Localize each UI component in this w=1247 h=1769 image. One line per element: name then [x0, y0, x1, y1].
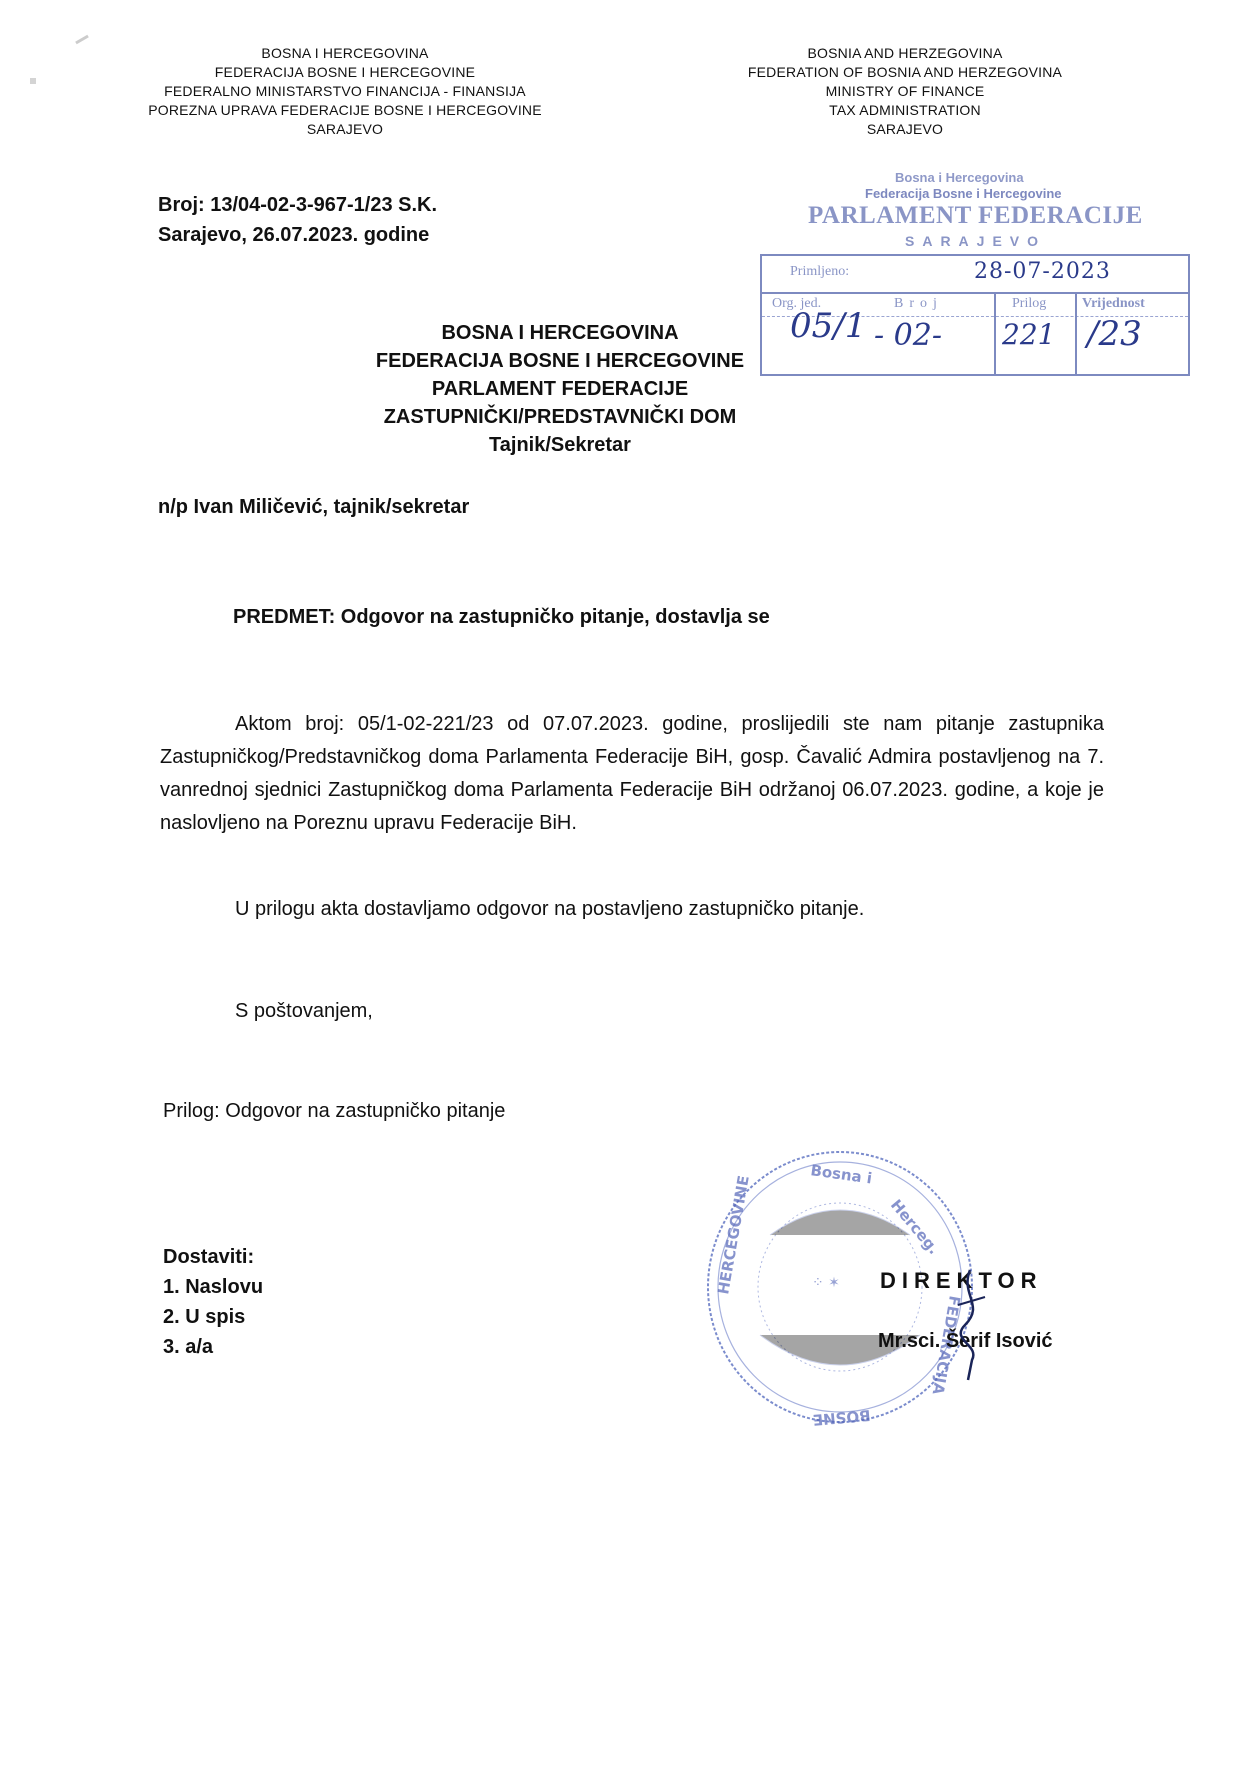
stamp-city: SARAJEVO	[905, 233, 1047, 249]
header-left-line: FEDERALNO MINISTARSTVO FINANCIJA - FINANSIJA	[164, 83, 526, 99]
signature-name: Mr.sci. Šerif Isović	[878, 1330, 1053, 1352]
stamp-table	[760, 254, 1190, 376]
stamp-received-date: 28-07-2023	[974, 259, 1111, 284]
svg-text:BOSNE: BOSNE	[812, 1406, 872, 1429]
subject-line: PREDMET: Odgovor na zastupničko pitanje, dostavlja se	[233, 606, 770, 628]
attention-line: n/p Ivan Miličević, tajnik/sekretar	[158, 496, 470, 518]
stamp-line-2: Federacija Bosne i Hercegovine	[865, 186, 1062, 201]
header-right-line: MINISTRY OF FINANCE	[825, 83, 985, 99]
svg-text:Bosna i: Bosna i	[809, 1161, 874, 1188]
body-paragraph-1: Aktom broj: 05/1-02-221/23 od 07.07.2023. godine, proslijedili ste nam pitanje zastupnika Zastupničkog/Predstavničkog doma Parlamenta Federacije BiH, gosp. Čavalić Admira postavljenog na 7. vanrednoj sjednici Zastupničkog doma Parlamenta Federacije BiH održanoj 06.07.2023. godine, a koje je naslovljeno na Poreznu upravu Federacije BiH.	[160, 713, 1104, 834]
stamp-received-label: Primljeno:	[790, 264, 850, 279]
stamp-col-prilog: Prilog	[1012, 296, 1047, 311]
header-right-line: BOSNIA AND HERZEGOVINA	[807, 45, 1003, 61]
stamp-col-org: Org. jed.	[772, 296, 822, 311]
recipient-line: PARLAMENT FEDERACIJE	[431, 378, 689, 400]
signature-role: DIREKTOR	[880, 1268, 1043, 1293]
stamp-handwritten-number: 221	[1002, 318, 1056, 351]
reference-number: Broj: 13/04-02-3-967-1/23 S.K.	[158, 194, 438, 216]
svg-text:Herceg.: Herceg.	[886, 1196, 943, 1258]
header-right	[680, 44, 1130, 139]
stamp-col-broj: Broj	[894, 296, 943, 311]
recipient-line: ZASTUPNIČKI/PREDSTAVNIČKI DOM	[383, 406, 737, 428]
recipient-line: BOSNA I HERCEGOVINA	[441, 322, 679, 344]
reference-date: Sarajevo, 26.07.2023. godine	[158, 224, 430, 246]
scan-mark	[75, 35, 89, 45]
svg-text:⁘ ✶: ⁘ ✶	[812, 1275, 840, 1291]
recipient-line: FEDERACIJA BOSNE I HERCEGOVINE	[375, 350, 745, 372]
stamp-title: PARLAMENT FEDERACIJE	[808, 202, 1143, 229]
header-left	[110, 44, 580, 139]
recipient-block	[310, 319, 810, 459]
svg-text:FEDERACIJA: FEDERACIJA	[928, 1294, 964, 1397]
header-left-line: FEDERACIJA BOSNE I HERCEGOVINE	[214, 64, 476, 80]
attachment-line: Prilog: Odgovor na zastupničko pitanje	[163, 1100, 506, 1122]
distribution-item: 1. Naslovu	[163, 1276, 264, 1298]
header-left-line: SARAJEVO	[306, 121, 384, 137]
closing: S poštovanjem,	[235, 1000, 373, 1022]
header-left-line: POREZNA UPRAVA FEDERACIJE BOSNE I HERCEGOVINE	[148, 102, 542, 118]
stamp-handwritten-year: /23	[1087, 314, 1142, 354]
distribution-title: Dostaviti:	[163, 1246, 255, 1268]
header-right-line: SARAJEVO	[866, 121, 944, 137]
handwritten-signature	[930, 1265, 1010, 1385]
scan-mark	[30, 78, 36, 84]
body-paragraph-2: U prilogu akta dostavljamo odgovor na postavljeno zastupničko pitanje.	[235, 898, 865, 920]
distribution-block	[163, 1242, 263, 1362]
stamp-line-1: Bosna i Hercegovina	[895, 170, 1024, 185]
stamp-handwritten-dash: - 02-	[874, 318, 942, 353]
stamp-col-vrijednost: Vrijednost	[1082, 296, 1145, 311]
stamp-handwritten-org: 05/1	[790, 306, 867, 346]
svg-text:HERCEGOVINE: HERCEGOVINE	[714, 1174, 753, 1296]
header-right-line: FEDERATION OF BOSNIA AND HERZEGOVINA	[747, 64, 1063, 80]
header-left-line: BOSNA I HERCEGOVINA	[261, 45, 429, 61]
header-right-line: TAX ADMINISTRATION	[829, 102, 981, 118]
recipient-line: Tajnik/Sekretar	[489, 434, 631, 456]
reference-block	[158, 190, 437, 250]
distribution-item: 3. a/a	[163, 1336, 214, 1358]
parliament-stamp	[760, 170, 1190, 375]
distribution-item: 2. U spis	[163, 1306, 246, 1328]
